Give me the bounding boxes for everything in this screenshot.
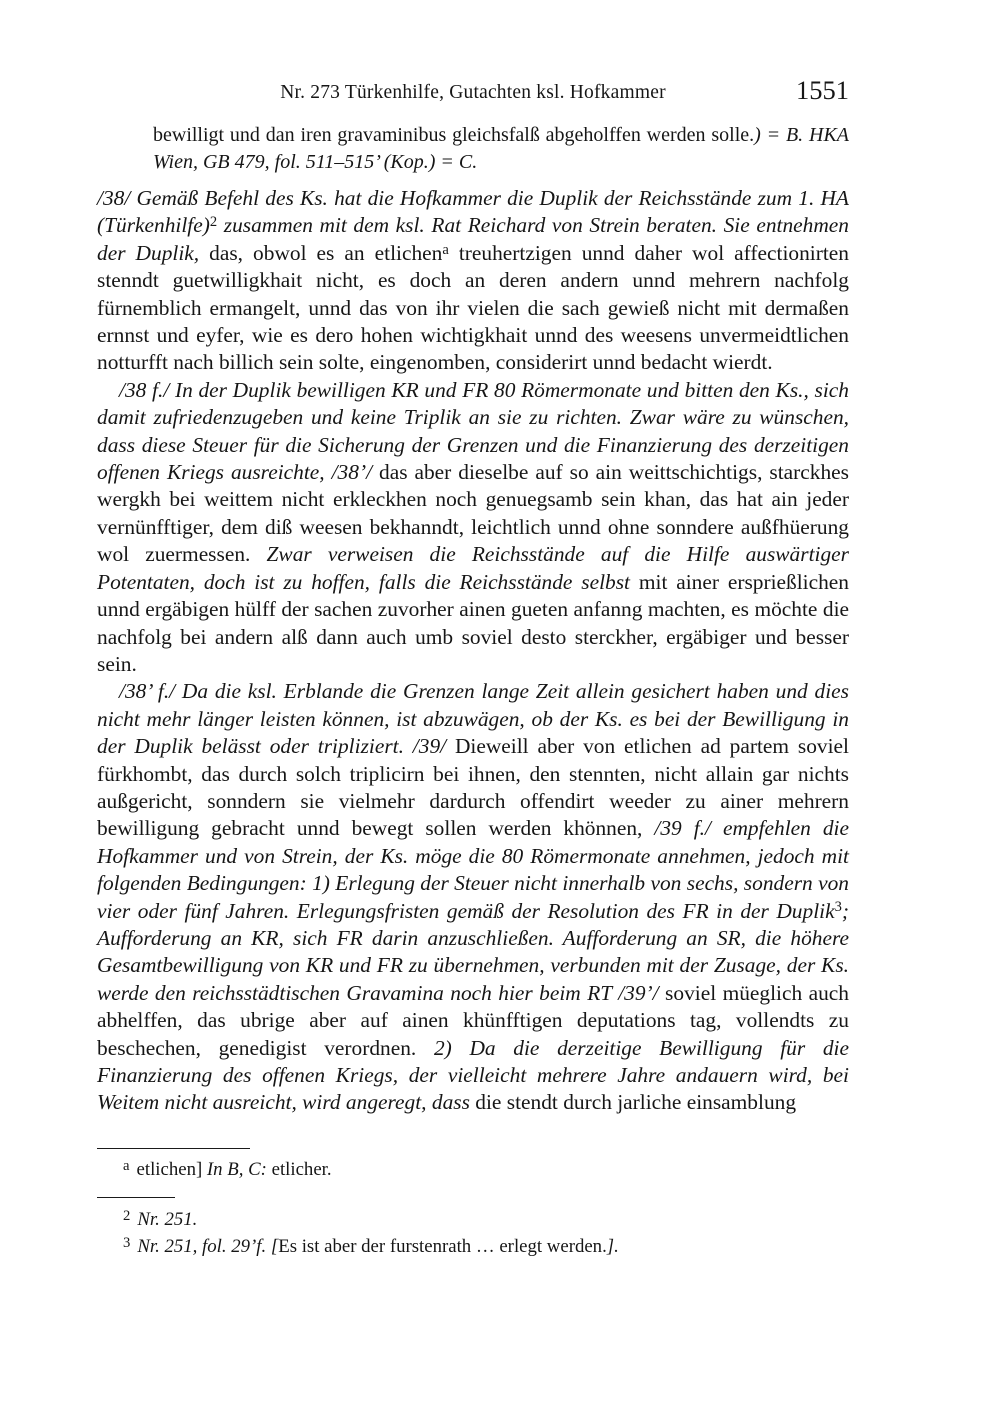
text-run: ; Aufforderung an KR, sich FR darin anzuschließen. Aufforderung an SR, die höhere Gesamtbewilligung von KR und FR zu übernehmen, verbunden mit der Zusage, der Ks. werde den reichsstädtischen Gravamina noch hier beim RT /39’/ [97,898,849,1005]
paragraph [97,185,849,377]
paragraph [97,377,849,678]
text-run: Zwar verweisen die Reichsstände auf die Hilfe auswärtiger Potentaten, doch ist zu hoffen, falls die Reichsstände selbst [97,542,849,594]
text-run: Nr. 251. [137,1209,198,1230]
text-run: 2) Da die derzeitige Bewilligung für die Finanzierung des offenen Kriegs, der vielleicht mehrere Jahre andauern wird, bei Weitem nicht ausreicht, wird angeregt, dass [97,1035,849,1115]
text-run: /38’ f./ Da die ksl. Erblande die Grenzen lange Zeit allein gesichert haben und dies nicht mehr länger leisten können, ist abzuwägen, ob der Ks. es bei der Bewilligung in der Duplik belässt oder tripliziert. /39/ [97,679,849,759]
footnote [97,1234,849,1260]
text-run: etlichen] [136,1159,207,1180]
footnote-marker: 2 [123,1207,131,1224]
running-head-title: Nr. 273 Türkenhilfe, Gutachten ksl. Hofkammer [280,82,666,103]
text-run: treuhertzigen unnd daher wol affectionirten stenndt guetwilligkhait nicht, es doch an deren andern unnd mehrern nachfolg fürnemblich ermangelt, unnd das von ihr vielen die sach gewieß nicht mit dermaßen ernnst und eyfer, wie es dero hohen wichtigkhait unnd des weesens unvermeidtlichen notturfft nach billich sein solte, eingenomben, considerirt unnd bedacht wierdt. [97,240,849,375]
text-run: ]. [606,1236,619,1257]
page-footer [97,1148,849,1261]
apparatus-divider [97,1148,250,1149]
text-column [97,75,849,1117]
body-text [97,185,849,1117]
apparatus-note-marker: a [123,1157,130,1174]
text-run: In B, C: [206,1159,272,1180]
apparatus-note [97,1157,849,1183]
text-run: Dieweill aber von etlichen ad partem soviel fürkhombt, das durch solch triplicirn bei ihnen, den stennten, nicht allain gar nichts außgericht, sonndern sie vielmehr dardurch offendirt weeder zu ainer mehrern bewilligung gebracht unnd bewegt sollen werden khönnen, [97,734,849,841]
provenance-block [97,122,849,175]
text-run: etlicher. [271,1159,332,1180]
text-run: /39 f./ empfehlen die Hofkammer und von Strein, der Ks. möge die 80 Römermonate annehmen, jedoch mit folgenden Bedingungen: 1) Erlegung der Steuer nicht innerhalb von sechs, sondern von vier oder fünf Jahren. Erlegungsfristen gemäß der Resolution des FR in der Duplik [97,816,849,923]
footnote [97,1207,849,1233]
text-run: Nr. 251, fol. 29’f. [ [137,1236,279,1257]
text-run: das aber dieselbe auf so ain weittschichtigs, starckhes wergkh bei weittem nicht erkleckhen noch genuegsamb sein khan, das hat ain jeder vernünfftiger, dem diß weesen bekhanndt, leichtlich unnd ohne sonndere außfhüerung wol zuermessen. [97,460,849,567]
paragraph [97,678,849,1117]
text-run: die stendt durch jarliche einsamblung [475,1090,797,1115]
text-run: soviel müeglich auch abhelffen, das ubrige aber auf ainen khünfftigen deputations tag, vollendts zu beschechen, genedigist verordnen. [97,980,849,1060]
footnote-ref: 3 [834,899,842,916]
running-header [97,75,849,114]
text-run: das, obwol es an etlichen [209,240,443,265]
text-run: /38 f./ In der Duplik bewilligen KR und FR 80 Römermonate und bitten den Ks., sich damit zufriedenzugeben und keine Triplik an sie zu richten. Zwar wäre zu wünschen, dass diese Steuer für die Sicherung der Grenzen und die Finanzierung des derzeitigen offenen Kriegs ausreichte, /38’/ [97,377,849,485]
text-run: bewilligt und dan iren gravaminibus gleichsfalß abgeholffen werden solle. [153,124,755,146]
footnote-divider [97,1197,175,1198]
text-run: Es ist aber der furstenrath … erlegt werden. [278,1236,607,1257]
text-run: /38/ Gemäß Befehl des Ks. hat die Hofkammer die Duplik der Reichsstände zum 1. HA (Türkenhilfe) [97,186,849,238]
footnote-marker: 3 [123,1234,131,1251]
text-run: zusammen mit dem ksl. Rat Reichard von Strein beraten. Sie entnehmen der Duplik, [97,213,849,265]
apparatus-ref: a [442,241,449,258]
page-number: 1551 [796,75,849,105]
text-run: mit ainer ersprießlichen unnd ergäbigen hülff der sachen zuvorher ainen gueten anfanng machten, es möchte die nachfolg bei andern alß dann auch umb soviel desto sterckher, ergäbiger und besser sein. [97,569,849,676]
footnote-ref: 2 [209,214,218,231]
text-run: ) = B. HKA Wien, GB 479, fol. 511–515’ (Kop.) = C. [153,124,849,173]
